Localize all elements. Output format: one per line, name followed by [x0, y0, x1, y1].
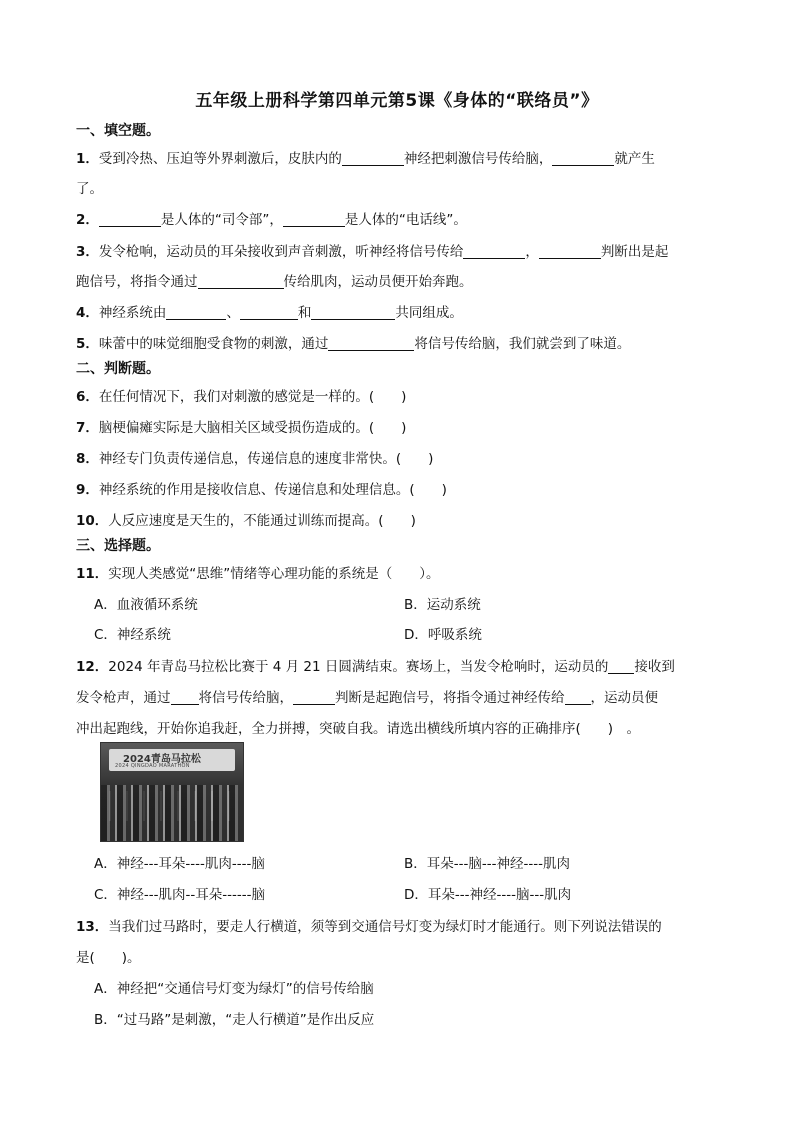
question-13-line-2: 是( )。	[76, 950, 141, 966]
section-choice-heading: 三、选择题。	[76, 538, 160, 554]
question-1-line-2: 了。	[76, 181, 103, 197]
question-text: 实现人类感觉“思维”情绪等心理功能的系统是（ ）。	[108, 566, 440, 582]
option-b[interactable]: B．运动系统	[404, 597, 481, 613]
question-10	[76, 509, 416, 529]
question-text: 判断是起跑信号，将指令通过神经传给	[335, 690, 565, 706]
answer-blank[interactable]	[293, 690, 335, 705]
answer-blank[interactable]	[539, 244, 601, 259]
answer-blank[interactable]	[171, 690, 199, 705]
answer-blank[interactable]	[328, 336, 414, 351]
question-text: 人反应速度是天生的，不能通过训练而提高。( )	[108, 513, 416, 529]
question-13-line-1	[76, 915, 662, 935]
question-11	[76, 562, 440, 582]
question-text: 判断出是起	[600, 244, 669, 260]
question-text: 神经系统的作用是接收信息、传递信息和处理信息。( )	[98, 482, 447, 498]
question-text: 将信号传给脑，	[198, 690, 293, 706]
answer-blank[interactable]	[166, 305, 226, 320]
answer-blank[interactable]	[311, 305, 395, 320]
option-a[interactable]: A．神经把“交通信号灯变为绿灯”的信号传给脑	[94, 981, 374, 997]
question-4	[76, 301, 463, 321]
question-number: 2．	[76, 212, 99, 228]
question-3-line-1	[76, 240, 668, 260]
answer-blank[interactable]	[283, 212, 345, 227]
answer-blank[interactable]	[198, 274, 284, 289]
question-text: 是人体的“司令部”，	[160, 212, 283, 228]
question-text: 发令枪声，通过	[76, 690, 171, 706]
question-5	[76, 332, 630, 352]
photo-banner-subtext: 2024 QINGDAO MARATHON	[115, 763, 190, 769]
question-2	[76, 208, 467, 228]
question-number: 3．	[76, 244, 99, 260]
option-b[interactable]: B．“过马路”是刺激，“走人行横道”是作出反应	[94, 1012, 375, 1028]
answer-blank[interactable]	[608, 659, 634, 674]
question-text: 神经系统由	[98, 305, 167, 321]
question-text: 接收到	[634, 659, 675, 675]
answer-blank[interactable]	[463, 244, 525, 259]
question-number: 8．	[76, 451, 99, 467]
option-d[interactable]: D．呼吸系统	[404, 627, 482, 643]
question-number: 12．	[76, 659, 109, 675]
question-9	[76, 478, 447, 498]
question-12-line-3: 冲出起跑线，开始你追我赶，全力拼搏，突破自我。请选出横线所填内容的正确排序( ) 。	[76, 721, 641, 737]
question-number: 10．	[76, 513, 109, 529]
question-1-line-1	[76, 147, 655, 167]
question-12-line-2	[76, 686, 658, 706]
question-number: 4．	[76, 305, 99, 321]
question-text: ，	[525, 244, 539, 260]
question-number: 7．	[76, 420, 99, 436]
question-3-line-2	[76, 270, 473, 290]
question-number: 1．	[76, 151, 99, 167]
question-text: 2024 年青岛马拉松比赛于 4 月 21 日圆满结束。赛场上，当发令枪响时，运动员的	[108, 659, 609, 675]
section-judge-heading: 二、判断题。	[76, 361, 160, 377]
question-12-line-1	[76, 655, 675, 675]
question-text: 神经专门负责传递信息，传递信息的速度非常快。( )	[98, 451, 434, 467]
question-text: 就产生	[614, 151, 655, 167]
answer-blank[interactable]	[240, 305, 298, 320]
page-title: 五年级上册科学第四单元第5课《身体的“联络员”》	[195, 91, 599, 111]
question-8	[76, 447, 433, 467]
option-c[interactable]: C．神经系统	[94, 627, 171, 643]
option-a[interactable]: A．血液循环系统	[94, 597, 198, 613]
question-text: 脑梗偏瘫实际是大脑相关区域受损伤造成的。( )	[98, 420, 407, 436]
section-fill-heading: 一、填空题。	[76, 123, 160, 139]
question-text: 将信号传给脑，我们就尝到了味道。	[414, 336, 631, 352]
answer-blank[interactable]	[565, 690, 591, 705]
question-number: 11．	[76, 566, 109, 582]
option-d[interactable]: D．耳朵---神经----脑---肌肉	[404, 887, 572, 903]
question-number: 9．	[76, 482, 99, 498]
marathon-photo	[100, 742, 244, 842]
question-text: 当我们过马路时，要走人行横道，须等到交通信号灯变为绿灯时才能通行。则下列说法错误的	[108, 919, 662, 935]
photo-banner-text: 2024青岛马拉松	[123, 754, 201, 765]
question-text: 跑信号，将指令通过	[76, 274, 198, 290]
question-text: 是人体的“电话线”。	[344, 212, 467, 228]
question-text: 发令枪响，运动员的耳朵接收到声音刺激，听神经将信号传给	[98, 244, 464, 260]
question-text: ，运动员便	[590, 690, 658, 706]
question-text: 神经把刺激信号传给脑，	[403, 151, 553, 167]
photo-crowd	[101, 785, 243, 841]
question-text: 和	[297, 305, 312, 321]
question-text: 味蕾中的味觉细胞受食物的刺激，通过	[98, 336, 329, 352]
option-b[interactable]: B．耳朵---脑---神经----肌肉	[404, 856, 570, 872]
question-7	[76, 416, 406, 436]
question-text: 传给肌肉，运动员便开始奔跑。	[283, 274, 473, 290]
option-a[interactable]: A．神经---耳朵----肌肉----脑	[94, 856, 265, 872]
answer-blank[interactable]	[342, 151, 404, 166]
option-c[interactable]: C．神经---肌肉--耳朵------脑	[94, 887, 266, 903]
answer-blank[interactable]	[99, 212, 161, 227]
question-number: 5．	[76, 336, 99, 352]
question-6	[76, 385, 406, 405]
answer-blank[interactable]	[552, 151, 614, 166]
question-number: 13．	[76, 919, 109, 935]
question-text: 在任何情况下，我们对刺激的感觉是一样的。( )	[98, 389, 407, 405]
question-text: 、	[226, 305, 240, 321]
question-text: 受到冷热、压迫等外界刺激后，皮肤内的	[98, 151, 342, 167]
question-number: 6．	[76, 389, 99, 405]
question-text: 共同组成。	[395, 305, 463, 321]
